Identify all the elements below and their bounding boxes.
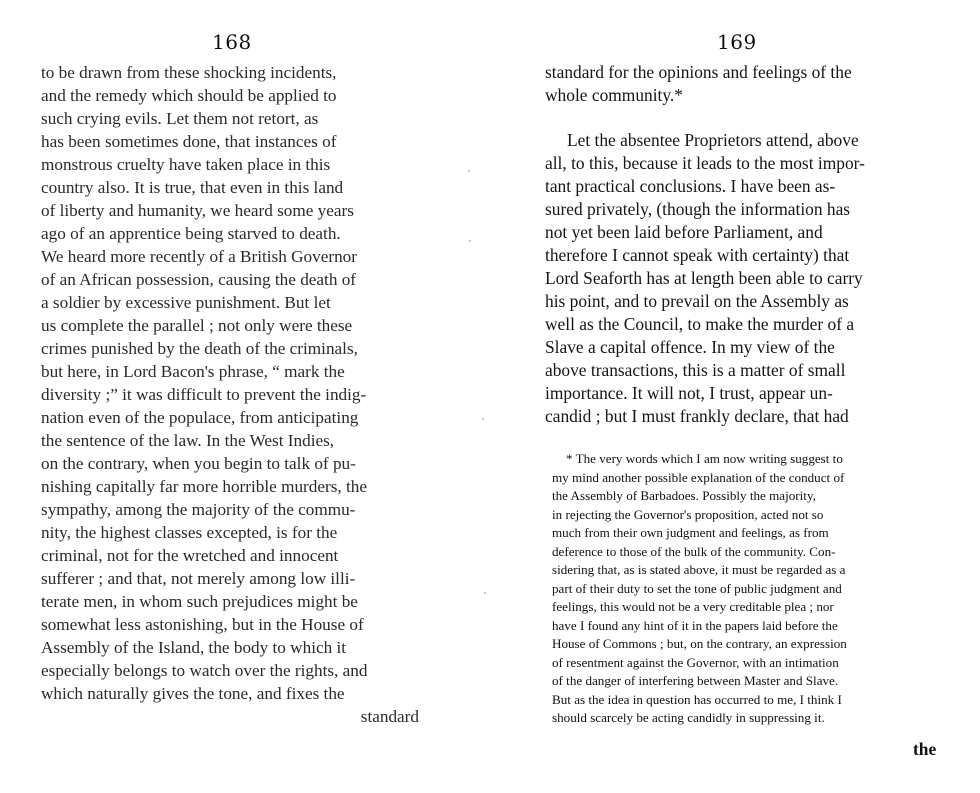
text-line: monstrous cruelty have taken place in this: [41, 155, 331, 174]
catchword-left: standard: [360, 707, 419, 726]
text-line: not yet been laid before Parliament, and: [545, 222, 823, 242]
text-line: tant practical conclusions. I have been as-: [545, 176, 836, 196]
paper-speck: [482, 418, 484, 420]
text-line: us complete the parallel ; not only were these: [41, 316, 353, 335]
text-line: such crying evils. Let them not retort, as: [41, 109, 319, 128]
text-line: sured privately, (though the information has: [545, 199, 851, 219]
text-line: a soldier by excessive punishment. But let: [41, 293, 331, 312]
footnote-line: much from their own judgment and feelings, as from: [552, 525, 829, 540]
footnote-line: of resentment against the Governor, with an intimation: [552, 654, 839, 670]
footnote-line: of the danger of interfering between Master and Slave.: [552, 673, 839, 688]
text-line: Slave a capital offence. In my view of the: [545, 337, 835, 357]
right-continuation-text: [545, 61, 930, 107]
left-body-text: [41, 61, 419, 728]
text-line: nation even of the populace, from anticipating: [41, 408, 359, 427]
text-line: sufferer ; and that, not merely among low illi-: [41, 569, 356, 588]
text-line: whole community.*: [545, 85, 683, 105]
text-line: diversity ;” it was difficult to prevent the indig-: [41, 385, 367, 404]
paper-speck: [484, 592, 486, 594]
text-line: importance. It will not, I trust, appear un-: [545, 383, 833, 403]
text-line: standard for the opinions and feelings of the: [545, 62, 852, 82]
footnote-line: * The very words which I am now writing suggest to: [566, 451, 843, 466]
text-line: We heard more recently of a British Governor: [41, 247, 357, 266]
text-line: of an African possession, causing the death of: [41, 270, 357, 289]
footnote-line: my mind another possible explanation of the conduct of: [552, 469, 845, 485]
footnote-line: deference to those of the bulk of the community. Con-: [552, 543, 836, 559]
text-line: candid ; but I must frankly declare, that had: [545, 406, 849, 426]
text-line: nity, the highest classes excepted, is for the: [41, 523, 338, 542]
text-line: of liberty and humanity, we heard some years: [41, 201, 354, 220]
text-line: Let the absentee Proprietors attend, above: [567, 130, 859, 150]
footnote-line: in rejecting the Governor's proposition, acted not so: [552, 506, 824, 522]
text-line: but here, in Lord Bacon's phrase, “ mark the: [41, 362, 345, 381]
text-line: crimes punished by the death of the criminals,: [41, 339, 358, 358]
text-line: the sentence of the law. In the West Indies,: [41, 431, 335, 450]
footnote-line: should scarcely be acting candidly in suppressing it.: [552, 710, 825, 725]
page-number-right: 169: [717, 30, 757, 54]
footnote: [552, 450, 938, 728]
footnote-line: part of their duty to set the tone of public judgment and: [552, 580, 842, 596]
text-line: and the remedy which should be applied to: [41, 86, 337, 105]
text-line: to be drawn from these shocking incidents,: [41, 63, 337, 82]
footnote-line: have I found any hint of it in the papers laid before the: [552, 617, 838, 633]
footnote-line: feelings, this would not be a very creditable plea ; nor: [552, 599, 834, 614]
text-line: nishing capitally far more horrible murders, the: [41, 477, 367, 496]
text-line: above transactions, this is a matter of small: [545, 360, 846, 380]
text-line: Assembly of the Island, the body to which it: [41, 638, 347, 657]
footnote-line: But as the idea in question has occurred to me, I think I: [552, 691, 842, 707]
paper-speck: [469, 240, 471, 242]
text-line: somewhat less astonishing, but in the House of: [41, 615, 364, 634]
paper-speck: [468, 170, 470, 172]
text-line: well as the Council, to make the murder of a: [545, 314, 855, 334]
page-number-left: 168: [212, 30, 252, 54]
text-line: therefore I cannot speak with certainty) that: [545, 245, 850, 265]
text-line: ago of an apprentice being starved to death.: [41, 224, 341, 243]
text-line: his point, and to prevail on the Assembly as: [545, 291, 849, 311]
text-line: especially belongs to watch over the rights, and: [41, 661, 368, 680]
text-line: country also. It is true, that even in this land: [41, 178, 344, 197]
text-line: on the contrary, when you begin to talk of pu-: [41, 454, 356, 473]
catchword-right: the: [913, 739, 937, 759]
text-line: all, to this, because it leads to the most impor-: [545, 153, 865, 173]
text-line: terate men, in whom such prejudices might be: [41, 592, 358, 611]
right-paragraph: [545, 129, 933, 428]
text-line: has been sometimes done, that instances of: [41, 132, 337, 151]
footnote-line: the Assembly of Barbadoes. Possibly the majority,: [552, 488, 816, 503]
text-line: sympathy, among the majority of the commu-: [41, 500, 356, 519]
text-line: Lord Seaforth has at length been able to carry: [545, 268, 863, 288]
text-line: which naturally gives the tone, and fixes the: [41, 684, 345, 703]
text-line: criminal, not for the wretched and innocent: [41, 546, 339, 565]
footnote-line: sidering that, as is stated above, it must be regarded as a: [552, 562, 846, 577]
footnote-line: House of Commons ; but, on the contrary, an expression: [552, 636, 847, 651]
